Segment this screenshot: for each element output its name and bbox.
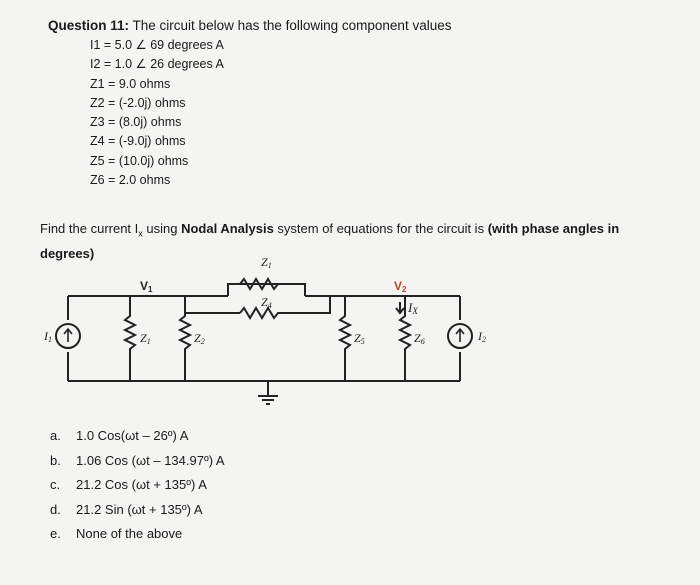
prompt-text-3: system of equations for the circuit is — [273, 221, 488, 236]
question-number: Question 11: — [48, 18, 130, 33]
choice-a-letter: a. — [50, 428, 61, 443]
z4-resistor — [240, 308, 290, 318]
value-z6: Z6 = 2.0 ohms — [90, 173, 171, 188]
choice-c-letter: c. — [50, 477, 61, 492]
circuit-diagram — [0, 250, 700, 410]
choice-e-letter: e. — [50, 526, 61, 541]
value-z1: Z1 = 9.0 ohms — [90, 76, 171, 91]
choice-d-letter: d. — [50, 501, 61, 517]
choice-d[interactable] — [50, 498, 225, 523]
label-i2: I2 — [478, 329, 486, 344]
z2-shunt — [180, 296, 190, 381]
value-z4: Z4 = (-9.0j) ohms — [90, 134, 186, 149]
choice-c-text: 21.2 Cos (ωt + 135º) A — [76, 477, 207, 492]
choice-e[interactable] — [50, 522, 225, 547]
value-i2: I2 = 1.0 ∠ 26 degrees A — [90, 57, 224, 72]
prompt-phase-note: (with phase angles in degrees) — [40, 221, 620, 261]
z5-shunt — [340, 296, 350, 381]
answer-choices — [50, 424, 225, 547]
choice-a[interactable] — [50, 424, 225, 449]
prompt-text-2: using — [142, 221, 182, 236]
z1-shunt — [125, 296, 135, 381]
label-z2: Z2 — [194, 331, 205, 346]
label-z6: Z6 — [414, 331, 425, 346]
question-header — [48, 18, 451, 33]
choice-b-text: 1.06 Cos (ωt – 134.97º) A — [76, 452, 225, 468]
label-z5: Z5 — [354, 331, 365, 346]
question-intro: The circuit below has the following component values — [129, 18, 452, 33]
label-z1: Z1 — [140, 331, 151, 346]
prompt-text-1: Find the current I — [40, 221, 139, 236]
ix-arrow — [396, 302, 404, 313]
label-v2: V2 — [394, 279, 407, 294]
choice-c[interactable] — [50, 473, 225, 498]
choice-b[interactable] — [50, 449, 225, 474]
value-z5: Z5 = (10.0j) ohms — [90, 153, 189, 168]
component-values-list — [90, 36, 224, 190]
choice-d-text: 21.2 Sin (ωt + 135º) A — [76, 501, 203, 517]
choice-a-text: 1.0 Cos(ωt – 26º) A — [76, 428, 189, 443]
choice-e-text: None of the above — [76, 526, 183, 541]
label-v1: V1 — [140, 279, 153, 294]
value-z3: Z3 = (8.0j) ohms — [90, 115, 182, 130]
value-i1: I1 = 5.0 ∠ 69 degrees A — [90, 38, 224, 52]
label-z1-top: Z1 — [261, 255, 272, 270]
value-z2: Z2 = (-2.0j) ohms — [90, 95, 186, 110]
ground-symbol — [258, 381, 278, 404]
label-ix: IX — [408, 300, 418, 316]
choice-b-letter: b. — [50, 452, 61, 468]
label-z4: Z4 — [261, 295, 272, 310]
label-i1: I1 — [44, 329, 52, 344]
prompt-ix-subscript: x — [138, 228, 143, 239]
prompt-method: Nodal Analysis — [181, 221, 274, 236]
